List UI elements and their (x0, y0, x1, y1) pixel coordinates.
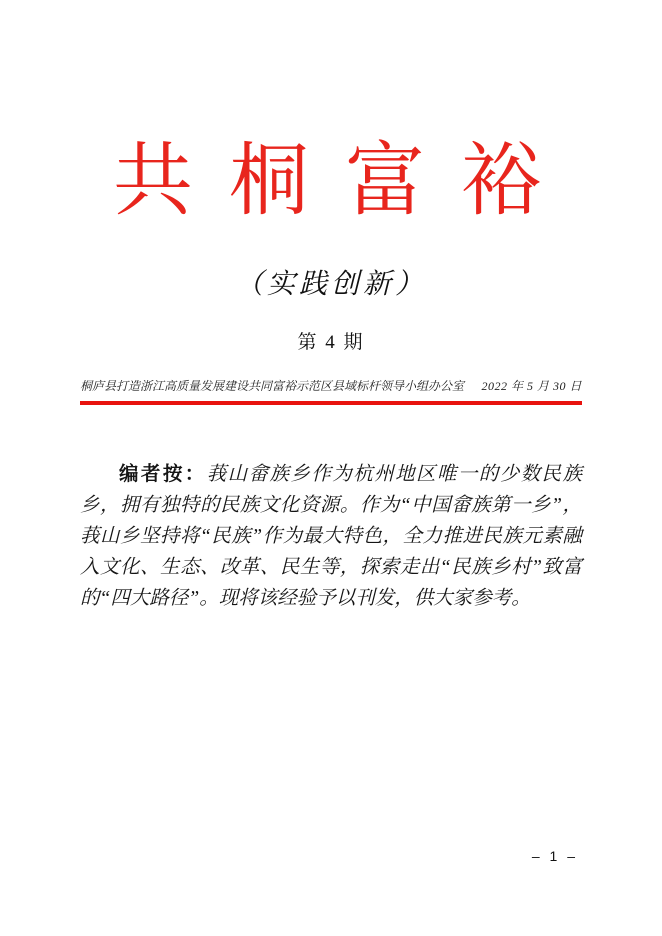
red-divider-rule (80, 401, 582, 405)
page-number: – 1 – (531, 848, 578, 864)
editor-note-paragraph (80, 459, 582, 614)
masthead-row (80, 377, 582, 394)
bulletin-subtitle: （实践创新） (234, 269, 427, 301)
issue-number: 第 4 期 (297, 332, 365, 354)
issue-date: 2022 年 5 月 30 日 (481, 379, 582, 394)
bulletin-title: 共 桐 富 裕 (113, 138, 549, 226)
editor-note-text: 莪山畲族乡作为杭州地区唯一的少数民族乡，拥有独特的民族文化资源。作为“中国畲族第一乡”，莪山乡坚持将“民族”作为最大特色，全力推进民族元素融入文化、生态、改革、民生等，探索走出“民族乡村”致富的“四大路径”。现将该经验予以刊发，供大家参考。 (80, 464, 582, 610)
issuing-organization: 桐庐县打造浙江高质量发展建设共同富裕示范区县域标杆领导小组办公室 (80, 379, 465, 394)
editor-note-label: 编者按： (119, 463, 207, 486)
